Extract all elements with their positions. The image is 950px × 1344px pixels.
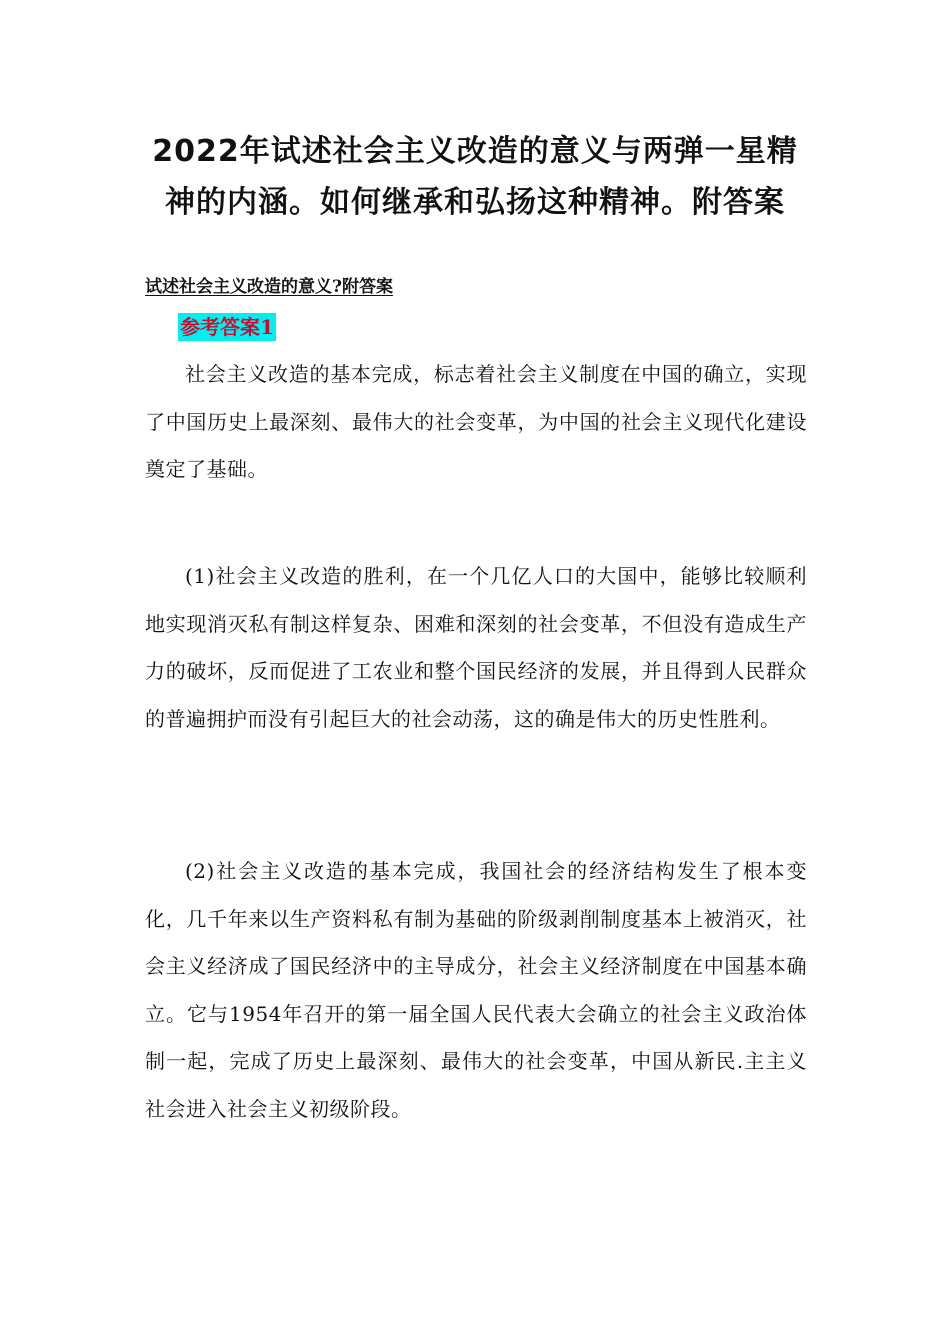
answer-label: 参考答案1 — [180, 315, 274, 339]
paragraph-point-2: (2)社会主义改造的基本完成，我国社会的经济结构发生了根本变化，几千年来以生产资料私有制为基础的阶级剥削制度基本上被消灭，社会主义经济成了国民经济中的主导成分，社会主义经济制度在中国基本确立。它与1954年召开的第一届全国人民代表大会确立的社会主义政治体制一起，完成了历史上最深刻、最伟大的社会变革，中国从新民.主主义社会进入社会主义初级阶段。 — [145, 859, 807, 1121]
section-heading: 试述社会主义改造的意义?附答案 — [145, 277, 393, 297]
paragraph-intro: 社会主义改造的基本完成，标志着社会主义制度在中国的确立，实现了中国历史上最深刻、最伟大的社会变革，为中国的社会主义现代化建设奠定了基础。 — [145, 362, 807, 481]
paragraph-point-1: (1)社会主义改造的胜利，在一个几亿人口的大国中，能够比较顺利地实现消灭私有制这样复杂、困难和深刻的社会变革，不但没有造成生产力的破坏，反而促进了工农业和整个国民经济的发展，并且得到人民群众的普遍拥护而没有引起巨大的社会动荡，这的确是伟大的历史性胜利。 — [145, 564, 807, 731]
document-title: 2022年试述社会主义改造的意义与两弹一星精神的内涵。如何继承和弘扬这种精神。附答案 — [152, 134, 798, 220]
